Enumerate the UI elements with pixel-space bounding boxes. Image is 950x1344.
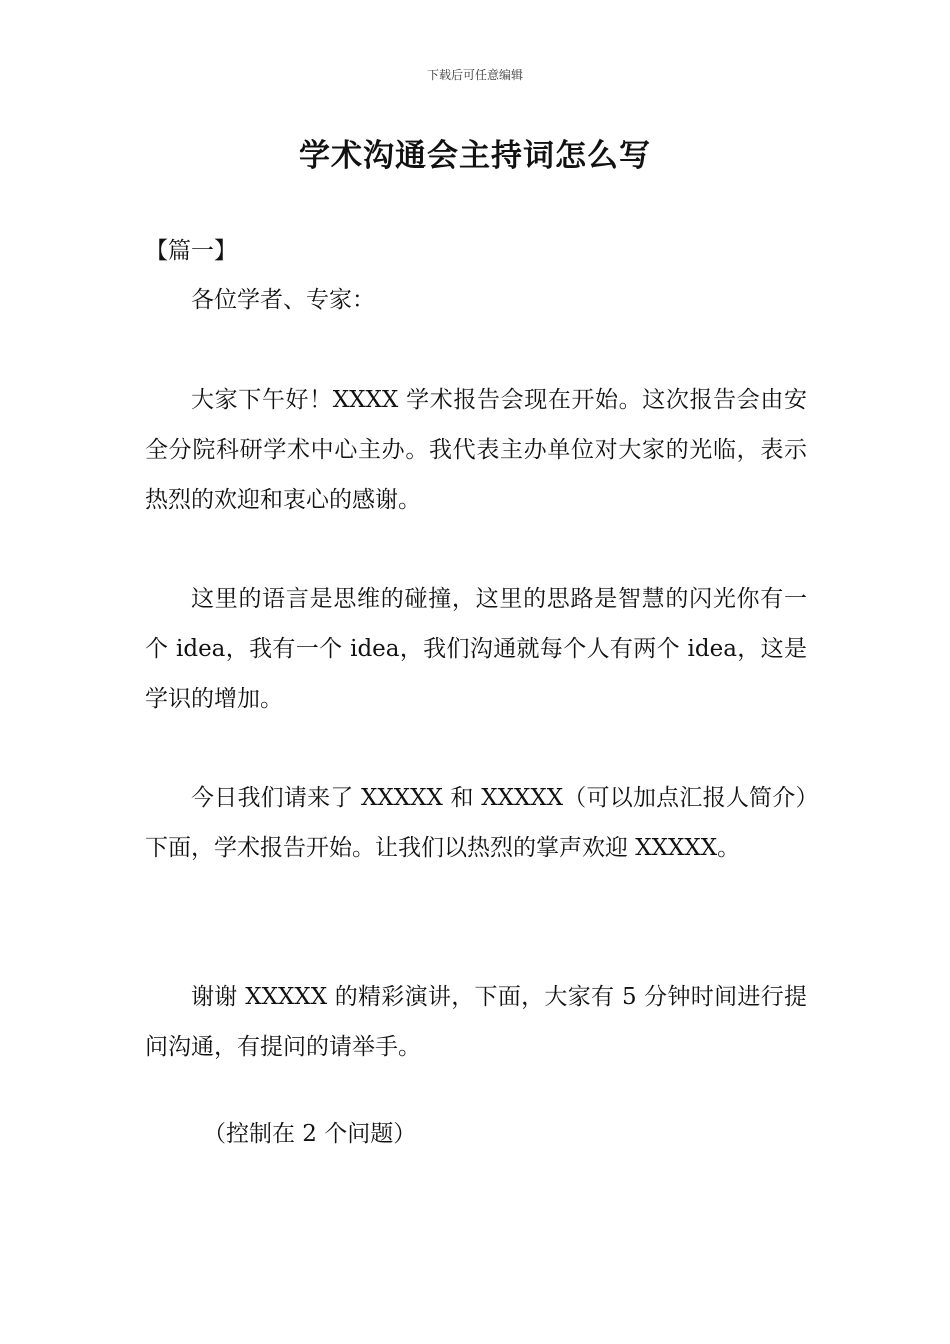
body-paragraph-note: （控制在 2 个问题） (203, 1121, 417, 1147)
section-label: 【篇一】 (145, 238, 237, 264)
greeting-paragraph: 各位学者、专家： (191, 287, 375, 313)
body-paragraph-speakers: 今日我们请来了 XXXXX 和 XXXXX（可以加点汇报人简介）下面，学术报告开始。让我们以热烈的掌声欢迎 XXXXX。 (145, 785, 807, 861)
body-paragraph-ideas: 这里的语言是思维的碰撞，这里的思路是智慧的闪光你有一个 idea，我有一个 idea，我们沟通就每个人有两个 idea，这是学识的增加。 (145, 586, 807, 712)
body-paragraph-questions: 谢谢 XXXXX 的精彩演讲，下面，大家有 5 分钟时间进行提问沟通，有提问的请举手。 (145, 984, 807, 1060)
document-title: 学术沟通会主持词怎么写 (299, 138, 651, 174)
page-header-note: 下载后可任意编辑 (426, 68, 523, 82)
body-paragraph-opening: 大家下午好！XXXX 学术报告会现在开始。这次报告会由安全分院科研学术中心主办。我代表主办单位对大家的光临，表示热烈的欢迎和衷心的感谢。 (145, 387, 807, 513)
